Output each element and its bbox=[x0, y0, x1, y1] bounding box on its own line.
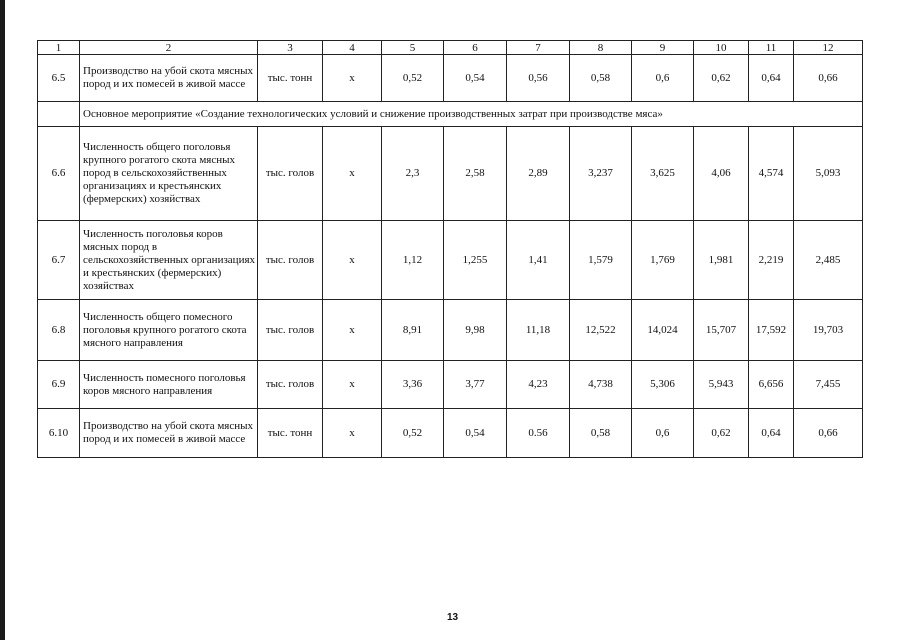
column-number: 3 bbox=[258, 41, 323, 55]
value-cell: 1,579 bbox=[570, 221, 632, 300]
column-number: 10 bbox=[694, 41, 749, 55]
value-cell: 0,66 bbox=[794, 55, 863, 102]
value-cell: 3,77 bbox=[444, 361, 507, 409]
value-cell: 2,58 bbox=[444, 127, 507, 221]
indicator-name: Производство на убой скота мясных пород и их помесей в живой массе bbox=[80, 55, 258, 102]
value-cell: 4,574 bbox=[749, 127, 794, 221]
value-cell: 9,98 bbox=[444, 300, 507, 361]
value-cell: 12,522 bbox=[570, 300, 632, 361]
column-number: 6 bbox=[444, 41, 507, 55]
value-cell: 0,52 bbox=[382, 409, 444, 458]
base-cell: х bbox=[323, 127, 382, 221]
value-cell: 3,625 bbox=[632, 127, 694, 221]
column-number: 2 bbox=[80, 41, 258, 55]
unit-cell: тыс. тонн bbox=[258, 55, 323, 102]
base-cell: х bbox=[323, 409, 382, 458]
base-cell: х bbox=[323, 361, 382, 409]
value-cell: 2,3 bbox=[382, 127, 444, 221]
value-cell: 0,54 bbox=[444, 55, 507, 102]
base-cell: х bbox=[323, 300, 382, 361]
value-cell: 0,66 bbox=[794, 409, 863, 458]
indicator-name: Численность общего поголовья крупного рогатого скота мясных пород в сельскохозяйственных организациях и крестьянских (фермерских) хозяйствах bbox=[80, 127, 258, 221]
table-row bbox=[38, 55, 863, 102]
value-cell: 1,981 bbox=[694, 221, 749, 300]
value-cell: 0,62 bbox=[694, 409, 749, 458]
value-cell: 6,656 bbox=[749, 361, 794, 409]
column-number: 11 bbox=[749, 41, 794, 55]
value-cell: 1,12 bbox=[382, 221, 444, 300]
value-cell: 17,592 bbox=[749, 300, 794, 361]
column-number: 9 bbox=[632, 41, 694, 55]
value-cell: 7,455 bbox=[794, 361, 863, 409]
value-cell: 0,6 bbox=[632, 409, 694, 458]
value-cell: 3,36 bbox=[382, 361, 444, 409]
value-cell: 0,52 bbox=[382, 55, 444, 102]
value-cell: 0,64 bbox=[749, 55, 794, 102]
table-row bbox=[38, 409, 863, 458]
page-number: 13 bbox=[446, 612, 459, 623]
value-cell: 1,769 bbox=[632, 221, 694, 300]
indicator-name: Численность помесного поголовья коров мясного направления bbox=[80, 361, 258, 409]
unit-cell: тыс. голов bbox=[258, 127, 323, 221]
value-cell: 2,219 bbox=[749, 221, 794, 300]
value-cell: 5,306 bbox=[632, 361, 694, 409]
value-cell: 11,18 bbox=[507, 300, 570, 361]
unit-cell: тыс. голов bbox=[258, 361, 323, 409]
value-cell: 2,89 bbox=[507, 127, 570, 221]
unit-cell: тыс. голов bbox=[258, 300, 323, 361]
base-cell: х bbox=[323, 221, 382, 300]
value-cell: 1,41 bbox=[507, 221, 570, 300]
value-cell: 8,91 bbox=[382, 300, 444, 361]
column-number: 7 bbox=[507, 41, 570, 55]
section-title: Основное мероприятие «Создание технологических условий и снижение производственных затрат при производстве мяса» bbox=[80, 102, 863, 127]
row-number: 6.5 bbox=[38, 55, 80, 102]
indicator-name: Численность поголовья коров мясных пород в сельскохозяйственных организациях и крестьянских (фермерских) хозяйствах bbox=[80, 221, 258, 300]
value-cell: 3,237 bbox=[570, 127, 632, 221]
value-cell: 4,23 bbox=[507, 361, 570, 409]
value-cell: 5,943 bbox=[694, 361, 749, 409]
table-row bbox=[38, 300, 863, 361]
value-cell: 15,707 bbox=[694, 300, 749, 361]
table-row bbox=[38, 127, 863, 221]
column-number: 12 bbox=[794, 41, 863, 55]
value-cell: 4,738 bbox=[570, 361, 632, 409]
value-cell: 0,56 bbox=[507, 55, 570, 102]
indicator-name: Численность общего помесного поголовья крупного рогатого скота мясного направления bbox=[80, 300, 258, 361]
value-cell: 5,093 bbox=[794, 127, 863, 221]
row-number: 6.7 bbox=[38, 221, 80, 300]
column-number: 5 bbox=[382, 41, 444, 55]
row-number: 6.9 bbox=[38, 361, 80, 409]
value-cell: 0.56 bbox=[507, 409, 570, 458]
table-row bbox=[38, 221, 863, 300]
value-cell: 1,255 bbox=[444, 221, 507, 300]
value-cell: 19,703 bbox=[794, 300, 863, 361]
row-number: 6.8 bbox=[38, 300, 80, 361]
value-cell: 2,485 bbox=[794, 221, 863, 300]
value-cell: 0,58 bbox=[570, 409, 632, 458]
unit-cell: тыс. тонн bbox=[258, 409, 323, 458]
column-number: 1 bbox=[38, 41, 80, 55]
value-cell: 0,64 bbox=[749, 409, 794, 458]
row-number: 6.10 bbox=[38, 409, 80, 458]
section-row bbox=[38, 102, 863, 127]
indicators-table bbox=[37, 40, 863, 458]
value-cell: 0,54 bbox=[444, 409, 507, 458]
unit-cell: тыс. голов bbox=[258, 221, 323, 300]
value-cell: 14,024 bbox=[632, 300, 694, 361]
value-cell: 0,62 bbox=[694, 55, 749, 102]
scan-edge-bar bbox=[0, 0, 5, 640]
column-number: 4 bbox=[323, 41, 382, 55]
row-number: 6.6 bbox=[38, 127, 80, 221]
table-row bbox=[38, 361, 863, 409]
section-number-cell bbox=[38, 102, 80, 127]
column-number: 8 bbox=[570, 41, 632, 55]
base-cell: х bbox=[323, 55, 382, 102]
indicator-name: Производство на убой скота мясных пород и их помесей в живой массе bbox=[80, 409, 258, 458]
column-number-row bbox=[38, 41, 863, 55]
value-cell: 4,06 bbox=[694, 127, 749, 221]
value-cell: 0,58 bbox=[570, 55, 632, 102]
value-cell: 0,6 bbox=[632, 55, 694, 102]
